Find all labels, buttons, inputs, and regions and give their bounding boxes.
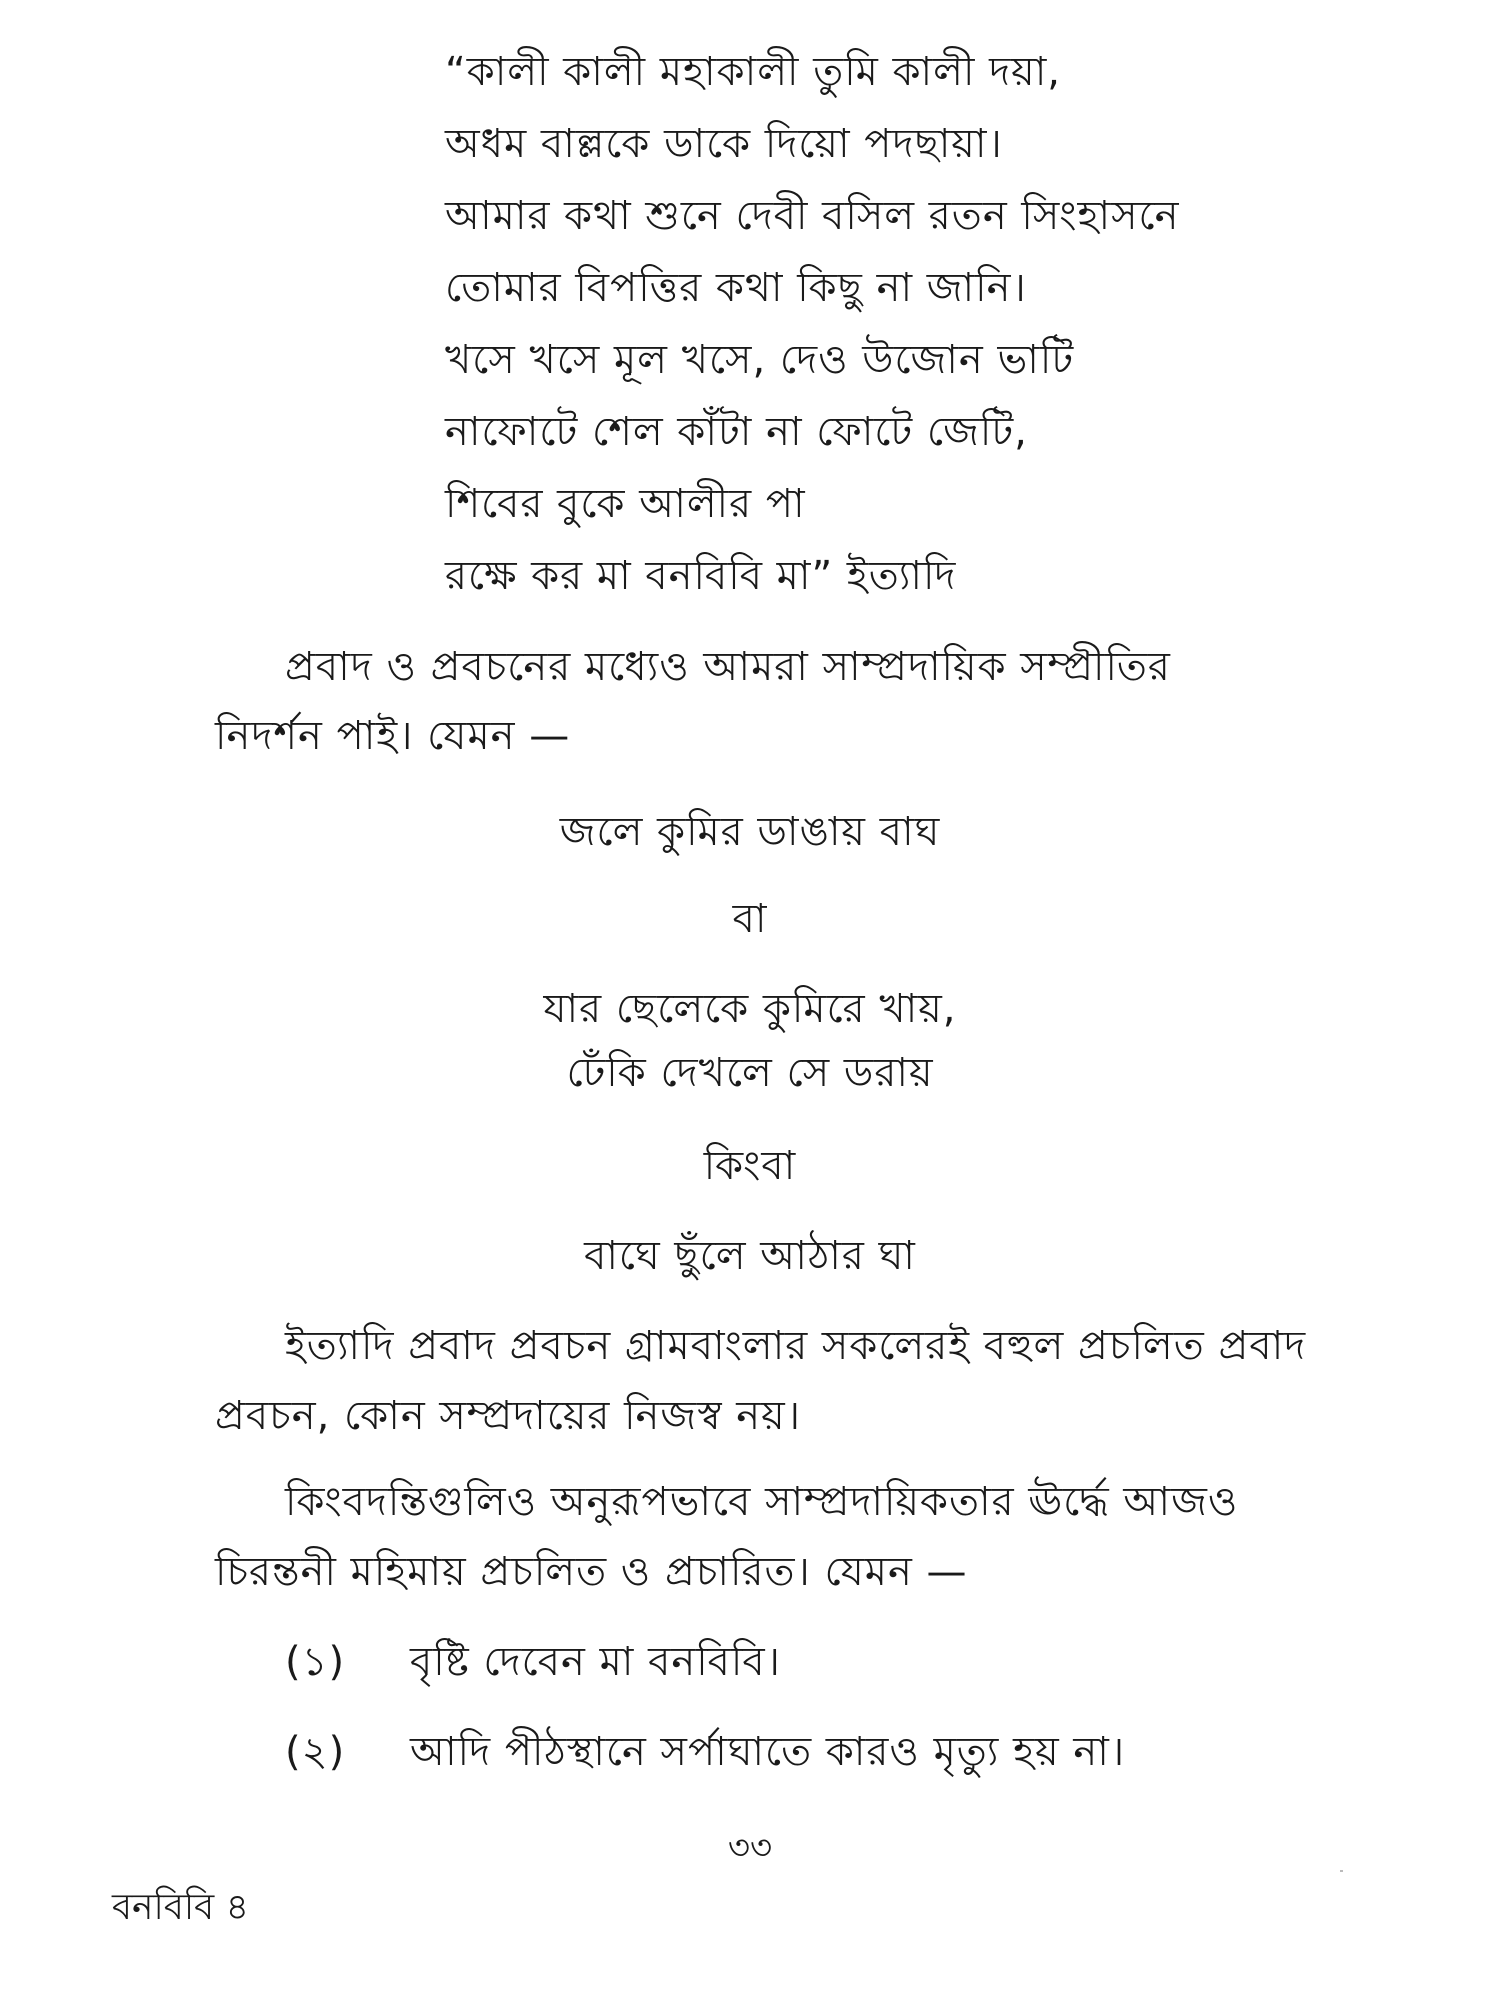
verse-line: “কালী কালী মহাকালী তুমি কালী দয়া, bbox=[445, 49, 1062, 95]
proverb-line: বাঘে ছুঁলে আঠার ঘা bbox=[584, 1233, 916, 1279]
proverb-line: জলে কুমির ডাঙায় বাঘ bbox=[559, 809, 941, 855]
list-item-text: আদি পীঠস্থানে সর্পাঘাতে কারও মৃত্যু হয় না। bbox=[410, 1729, 1126, 1775]
footer-signature: বনবিবি ৪ bbox=[112, 1887, 249, 1928]
proverb-separator: বা bbox=[732, 896, 768, 942]
verse-line: নাফোটে শেল কাঁটা না ফোটে জেটি, bbox=[445, 409, 1028, 455]
scan-speck bbox=[1340, 1870, 1343, 1872]
list-item-number: (১) bbox=[285, 1639, 346, 1685]
paragraph-line: প্রবাদ ও প্রবচনের মধ্যেও আমরা সাম্প্রদায়িক সম্প্রীতির bbox=[285, 644, 1171, 690]
verse-line: আমার কথা শুনে দেবী বসিল রতন সিংহাসনে bbox=[445, 193, 1180, 239]
verse-line: শিবের বুকে আলীর পা bbox=[445, 481, 806, 527]
paragraph-line: চিরন্তনী মহিমায় প্রচলিত ও প্রচারিত। যেমন — bbox=[215, 1549, 968, 1595]
paragraph-line: নিদর্শন পাই। যেমন — bbox=[215, 713, 571, 759]
verse-line: খসে খসে মূল খসে, দেও উজোন ভাটি bbox=[445, 337, 1075, 383]
paragraph-line: প্রবচন, কোন সম্প্রদায়ের নিজস্ব নয়। bbox=[215, 1393, 802, 1439]
list-item-number: (২) bbox=[285, 1729, 346, 1775]
list-item-text: বৃষ্টি দেবেন মা বনবিবি। bbox=[410, 1639, 781, 1685]
proverb-separator: কিংবা bbox=[703, 1143, 797, 1189]
proverb-line: যার ছেলেকে কুমিরে খায়, bbox=[543, 986, 957, 1032]
verse-line: রক্ষে কর মা বনবিবি মা” ইত্যাদি bbox=[445, 553, 957, 599]
page-number: ৩৩ bbox=[727, 1828, 773, 1868]
paragraph-line: কিংবদন্তিগুলিও অনুরূপভাবে সাম্প্রদায়িকতার ঊর্দ্ধে আজও bbox=[285, 1479, 1239, 1525]
paragraph-line: ইত্যাদি প্রবাদ প্রবচন গ্রামবাংলার সকলেরই বহুল প্রচলিত প্রবাদ bbox=[285, 1323, 1307, 1369]
verse-line: অধম বাল্লকে ডাকে দিয়ো পদছায়া। bbox=[445, 121, 1003, 167]
verse-line: তোমার বিপত্তির কথা কিছু না জানি। bbox=[445, 265, 1027, 311]
proverb-line: ঢেঁকি দেখলে সে ডরায় bbox=[566, 1050, 934, 1096]
